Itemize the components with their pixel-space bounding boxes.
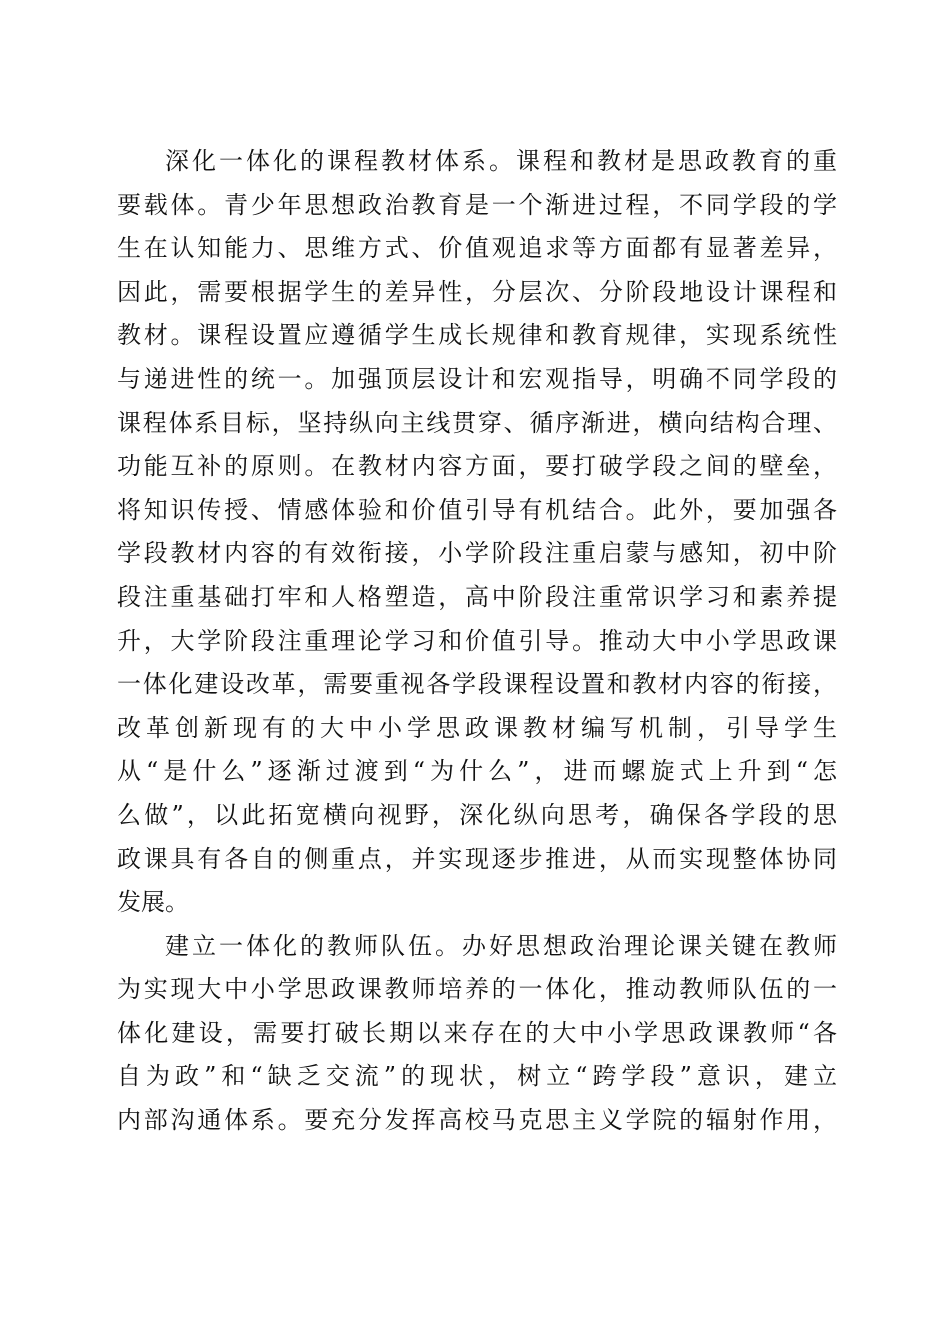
paragraph-1-line-4: 因此，需要根据学生的差异性，分层次、分阶段地设计课程和 [117,277,837,306]
paragraph-2-line-3: 体化建设，需要打破长期以来存在的大中小学思政课教师“各 [117,1018,837,1047]
paragraph-1-line-6: 与递进性的统一。加强顶层设计和宏观指导，明确不同学段的 [117,364,837,393]
paragraph-1-line-3: 生在认知能力、思维方式、价值观追求等方面都有显著差异， [117,234,837,263]
paragraph-1-line-11: 段注重基础打牢和人格塑造，高中阶段注重常识学习和素养提 [117,582,837,611]
paragraph-1-line-7: 课程体系目标，坚持纵向主线贯穿、循序渐进，横向结构合理、 [117,408,837,437]
paragraph-1-line-18: 发展。 [117,888,189,917]
paragraph-2-line-2: 为实现大中小学思政课教师培养的一体化，推动教师队伍的一 [117,975,837,1004]
paragraph-1-line-9: 将知识传授、情感体验和价值引导有机结合。此外，要加强各 [117,495,837,524]
paragraph-1-line-2: 要载体。青少年思想政治教育是一个渐进过程，不同学段的学 [117,190,837,219]
paragraph-2-line-1: 建立一体化的教师队伍。办好思想政治理论课关键在教师 [165,931,837,960]
paragraph-2-line-4: 自为政”和“缺乏交流”的现状，树立“跨学段”意识，建立 [117,1062,837,1091]
paragraph-2-line-5: 内部沟通体系。要充分发挥高校马克思主义学院的辐射作用， [117,1106,837,1135]
paragraph-1-line-12: 升，大学阶段注重理论学习和价值引导。推动大中小学思政课 [117,626,837,655]
body-text [117,140,837,1143]
paragraph-1-line-16: 么做”，以此拓宽横向视野，深化纵向思考，确保各学段的思 [117,800,837,829]
paragraph-1-line-13: 一体化建设改革，需要重视各学段课程设置和教材内容的衔接， [117,670,837,699]
paragraph-1-line-10: 学段教材内容的有效衔接，小学阶段注重启蒙与感知，初中阶 [117,539,837,568]
paragraph-1-line-8: 功能互补的原则。在教材内容方面，要打破学段之间的壁垒， [117,452,837,481]
paragraph-1-line-5: 教材。课程设置应遵循学生成长规律和教育规律，实现系统性 [117,321,837,350]
paragraph-1-line-14: 改革创新现有的大中小学思政课教材编写机制，引导学生 [117,713,837,742]
paragraph-1-line-1: 深化一体化的课程教材体系。课程和教材是思政教育的重 [165,147,837,175]
paragraph-1-line-15: 从“是什么”逐渐过渡到“为什么”，进而螺旋式上升到“怎 [117,757,837,786]
paragraph-1-line-17: 政课具有各自的侧重点，并实现逐步推进，从而实现整体协同 [117,844,837,873]
